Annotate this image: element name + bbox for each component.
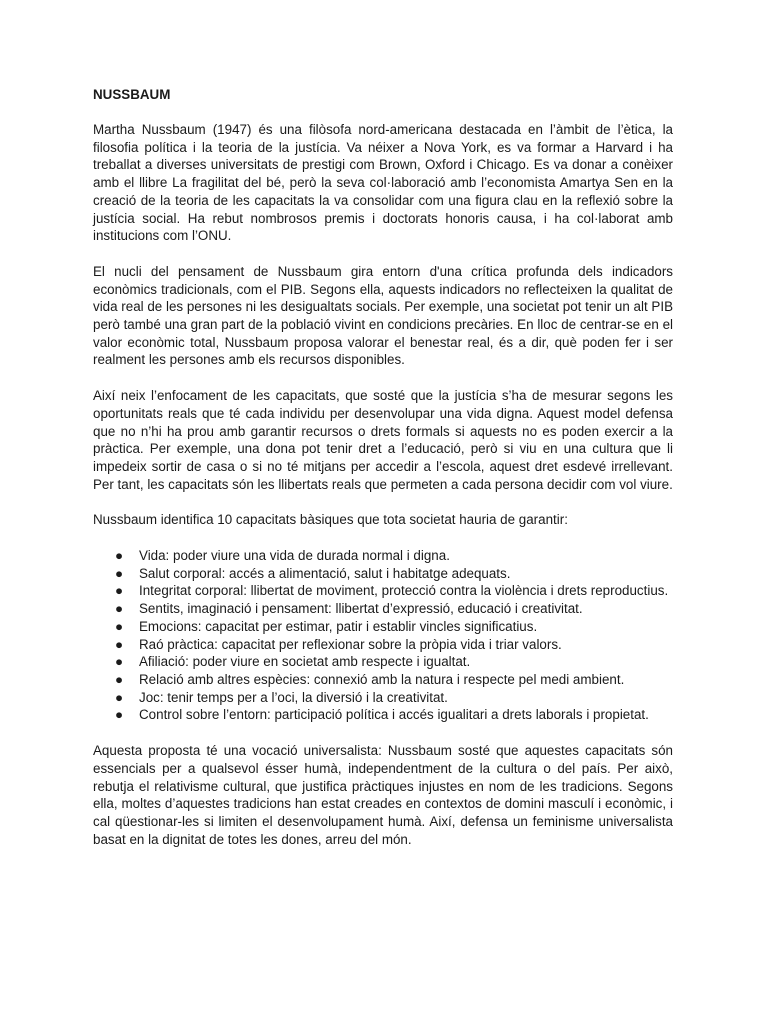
bullet-icon: ● [115,654,124,670]
bullet-icon: ● [115,583,124,599]
list-item [93,706,673,724]
list-item-text: Salut corporal: accés a alimentació, salut i habitatge adequats. [139,565,511,581]
list-item [93,653,673,671]
bullet-icon: ● [115,618,124,634]
list-item [93,671,673,689]
list-item-text: Joc: tenir temps per a l’oci, la diversió i la creativitat. [139,689,448,705]
bullet-icon: ● [115,707,124,723]
list-item [93,565,673,583]
list-item-text: Raó pràctica: capacitat per reflexionar sobre la pròpia vida i triar valors. [139,636,562,652]
list-item-text: Vida: poder viure una vida de durada normal i digna. [139,548,450,564]
list-item-text: Sentits, imaginació i pensament: llibertat d’expressió, educació i creativitat. [139,601,583,617]
list-item [93,689,673,707]
bullet-icon: ● [115,565,124,581]
list-item [93,547,673,565]
list-item [93,636,673,654]
list-item [93,600,673,618]
document-page [93,86,673,866]
paragraph-biography: Martha Nussbaum (1947) és una filòsofa nord-americana destacada en l’àmbit de l’ètica, la filosofia política i la teoria de la justícia. Va néixer a Nova York, es va formar a Harvard i ha treballat a diverses universitats de prestigi com Brown, Oxford i Chicago. Es va donar a conèixer amb el llibre La fragilitat del bé, però la seva col·laboració amb l’economista Amartya Sen en la creació de la teoria de les capacitats la va consolidar com una figura clau en la reflexió sobre la justícia social. Ha rebut nombrosos premis i doctorats honoris causa, i ha col·laborat amb institucions com l’ONU. [93,122,673,244]
paragraph-universalism: Aquesta proposta té una vocació universalista: Nussbaum sosté que aquestes capacitats són essencials per a qualsevol ésser humà, independentment de la cultura o del país. Per això, rebutja el relativisme cultural, que justifica pràctiques injustes en nom de les tradicions. Segons ella, moltes d’aquestes tradicions han estat creades en contextos de domini masculí i econòmic, i cal qüestionar-les si limiten el desenvolupament humà. Així, defensa un feminisme universalista basat en la dignitat de totes les dones, arreu del món. [93,743,673,847]
list-item-text: Control sobre l’entorn: participació política i accés igualitari a drets laborals i propietat. [139,707,649,723]
list-item-text: Emocions: capacitat per estimar, patir i establir vincles significatius. [139,618,538,634]
list-item-text: Afiliació: poder viure en societat amb respecte i igualtat. [139,654,471,670]
paragraph-capabilities-approach: Així neix l’enfocament de les capacitats, que sosté que la justícia s’ha de mesurar segons les oportunitats reals que té cada individu per desenvolupar una vida digna. Aquest model defensa que no n’hi ha prou amb garantir recursos o drets formals si aquests no es poden exercir a la pràctica. Per exemple, una dona pot tenir dret a l’educació, però si viu en una cultura que li impedeix sortir de casa o si no té mitjans per accedir a l’escola, aquest dret esdevé irrellevant. Per tant, les capacitats són les llibertats reals que permeten a cada persona decidir com vol viure. [93,388,673,492]
list-item-text: Integritat corporal: llibertat de moviment, protecció contra la violència i drets reproductius. [139,583,669,599]
capabilities-list [93,547,673,724]
paragraph-list-intro: Nussbaum identifica 10 capacitats bàsiques que tota societat hauria de garantir: [93,512,568,528]
bullet-icon: ● [115,548,124,564]
paragraph-critique-gdp: El nucli del pensament de Nussbaum gira entorn d'una crítica profunda dels indicadors econòmics tradicionals, com el PIB. Segons ella, aquests indicadors no reflecteixen la qualitat de vida real de les persones ni les desigualtats socials. Per exemple, una societat pot tenir un alt PIB però també una gran part de la població vivint en condicions precàries. En lloc de centrar-se en el valor econòmic total, Nussbaum proposa valorar el benestar real, és a dir, què poden fer i ser realment les persones amb els recursos disponibles. [93,263,673,368]
list-item [93,618,673,636]
bullet-icon: ● [115,601,124,617]
bullet-icon: ● [115,671,124,687]
list-item [93,582,673,600]
bullet-icon: ● [115,689,124,705]
list-item-text: Relació amb altres espècies: connexió amb la natura i respecte pel medi ambient. [139,671,625,687]
bullet-icon: ● [115,636,124,652]
document-title: NUSSBAUM [93,87,171,102]
